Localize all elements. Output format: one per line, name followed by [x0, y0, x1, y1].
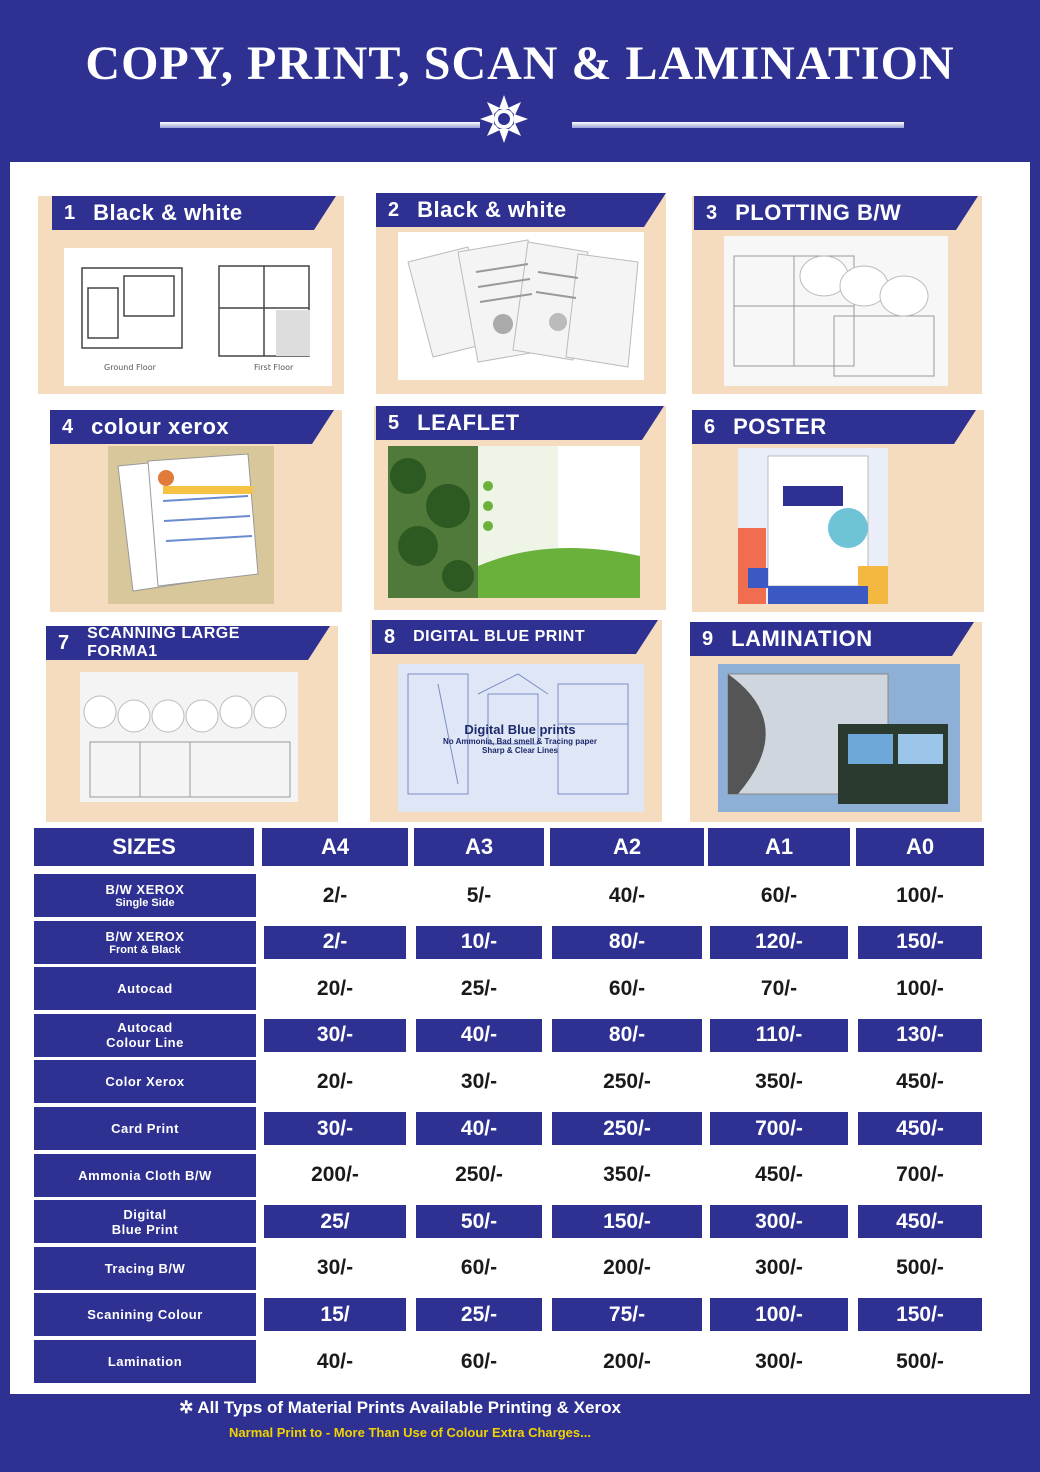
price-cell: 2/-: [264, 926, 406, 959]
service-number: 9: [702, 627, 714, 650]
service-banner: [50, 410, 312, 444]
price-cell: 250/-: [603, 1069, 651, 1093]
sun-bullet-icon: ✲: [179, 1398, 198, 1417]
price-cell: 500/-: [896, 1256, 944, 1280]
price-cell: 40/-: [608, 883, 646, 907]
service-banner: [376, 406, 642, 440]
price-cell: 450/-: [858, 1205, 982, 1238]
price-cell: 200/-: [311, 1163, 359, 1187]
price-cell: 70/-: [760, 976, 798, 1000]
service-number: 6: [704, 415, 716, 438]
service-number: 4: [62, 415, 74, 438]
row-label: [34, 1014, 256, 1057]
price-cell: 20/-: [316, 976, 354, 1000]
price-cell: 130/-: [858, 1019, 982, 1052]
price-cell: 100/-: [896, 976, 944, 1000]
price-cell: 80/-: [552, 926, 702, 959]
column-header: A4: [262, 828, 408, 866]
row-label: [34, 1293, 256, 1336]
row-label: [34, 1200, 256, 1243]
page-title: COPY, PRINT, SCAN & LAMINATION: [85, 37, 955, 90]
footer-note: ✲ All Typs of Material Prints Available Printing & Xerox: [179, 1398, 621, 1417]
price-cell: 150/-: [858, 926, 982, 959]
column-header: A2: [550, 828, 704, 866]
row-label-main: Card Print: [111, 1121, 179, 1136]
price-cell: 60/-: [608, 976, 646, 1000]
price-cell: 40/-: [316, 1349, 354, 1373]
row-label-main: Autocad: [117, 981, 173, 997]
price-cell: 75/-: [552, 1298, 702, 1331]
service-banner: [52, 196, 314, 230]
row-label: [34, 967, 256, 1010]
colour-forms-image: [108, 446, 274, 604]
price-cell: 60/-: [460, 1349, 498, 1373]
service-label: Black & white: [93, 200, 243, 225]
service-label: colour xerox: [91, 414, 230, 439]
column-header: A1: [708, 828, 850, 866]
price-cell: 5/-: [466, 883, 492, 907]
row-label-main: Scanining Colour: [87, 1307, 203, 1323]
service-label: POSTER: [733, 414, 827, 439]
row-label-sub: Front & Black: [109, 943, 181, 956]
row-label: [34, 874, 256, 917]
row-label-main: Autocad: [117, 1020, 173, 1036]
price-cell: 450/-: [896, 1069, 944, 1093]
blueprint-caption: [420, 722, 620, 755]
sun-ornament-icon: [474, 94, 534, 144]
nature-brochure-image: [388, 446, 640, 598]
price-cell: 200/-: [603, 1349, 651, 1373]
row-label-main: B/W XEROX: [105, 882, 185, 897]
price-cell: 2/-: [322, 883, 348, 907]
price-cell: 300/-: [710, 1205, 848, 1238]
row-label-sub: Single Side: [115, 897, 175, 909]
price-cell: 30/-: [460, 1069, 498, 1093]
blueprint-line2: Sharp & Clear Lines: [481, 746, 559, 755]
price-cell: 25/: [264, 1205, 406, 1238]
lamination-sheet-image: [718, 664, 960, 812]
row-label: [34, 921, 256, 964]
price-cell: 250/-: [455, 1163, 503, 1187]
price-cell: 100/-: [896, 883, 944, 907]
service-label: LEAFLET: [417, 410, 520, 435]
price-cell: 80/-: [552, 1019, 702, 1052]
price-cell: 15/: [264, 1298, 406, 1331]
row-label-main: Color Xerox: [105, 1074, 185, 1090]
blueprint-line1: No Ammonia, Bad smell & Tracing paper: [443, 737, 597, 746]
row-label: [34, 1247, 256, 1290]
blueprint-rolls-image: [724, 236, 948, 386]
service-banner: [46, 626, 308, 660]
price-cell: 350/-: [755, 1069, 803, 1093]
price-cell: 110/-: [710, 1019, 848, 1052]
row-label: [34, 1340, 256, 1383]
price-cell: 120/-: [710, 926, 848, 959]
service-number: 5: [388, 411, 400, 434]
column-header: SIZES: [34, 828, 254, 866]
service-banner: [690, 622, 952, 656]
service-label: SCANNING LARGE FORMA1: [87, 625, 240, 660]
price-cell: 60/-: [760, 883, 798, 907]
svg-text:First Floor: First Floor: [254, 363, 294, 372]
price-cell: 30/-: [264, 1112, 406, 1145]
service-label: Black & white: [417, 197, 567, 222]
footer-charges-note: Narmal Print to - More Than Use of Colour Extra Charges...: [229, 1425, 591, 1440]
row-label: [34, 1107, 256, 1150]
title-rule-right: [572, 122, 904, 128]
price-cell: 450/-: [858, 1112, 982, 1145]
price-cell: 150/-: [858, 1298, 982, 1331]
price-cell: 20/-: [316, 1069, 354, 1093]
service-banner: [694, 196, 956, 230]
row-label-main: Digital: [123, 1206, 167, 1222]
price-cell: 300/-: [755, 1256, 803, 1280]
service-label: DIGITAL BLUE PRINT: [413, 628, 586, 645]
service-number: 7: [58, 631, 70, 654]
price-cell: 25/-: [416, 1298, 542, 1331]
price-cell: 100/-: [710, 1298, 848, 1331]
price-cell: 40/-: [416, 1112, 542, 1145]
price-cell: 30/-: [264, 1019, 406, 1052]
column-header: A3: [414, 828, 544, 866]
row-label-sub: Blue Print: [111, 1221, 179, 1237]
price-cell: 50/-: [416, 1205, 542, 1238]
price-cell: 25/-: [460, 976, 498, 1000]
price-cell: 150/-: [552, 1205, 702, 1238]
price-cell: 250/-: [552, 1112, 702, 1145]
welcome-poster-image: [738, 448, 888, 604]
service-number: 8: [384, 625, 396, 648]
service-number: 1: [64, 201, 76, 224]
price-cell: 350/-: [603, 1163, 651, 1187]
floor-plan-image: [64, 248, 332, 386]
price-cell: 40/-: [416, 1019, 542, 1052]
row-label-main: Lamination: [107, 1354, 183, 1369]
service-number: 3: [706, 201, 718, 224]
row-label-main: Tracing B/W: [104, 1260, 186, 1276]
svg-text:Ground Floor: Ground Floor: [104, 363, 156, 372]
column-header: A0: [856, 828, 984, 866]
price-cell: 30/-: [316, 1256, 354, 1280]
price-cell: 700/-: [896, 1163, 944, 1187]
row-label-sub: Colour Line: [106, 1035, 184, 1051]
service-banner: [376, 193, 644, 227]
document-pages-image: [398, 232, 644, 380]
title-rule-left: [160, 122, 480, 128]
price-cell: 60/-: [460, 1256, 498, 1280]
row-label: [34, 1154, 256, 1197]
service-banner: [372, 620, 636, 654]
service-number: 2: [388, 198, 400, 221]
service-label: PLOTTING B/W: [735, 200, 902, 225]
blueprint-title: Digital Blue prints: [464, 722, 576, 737]
price-cell: 500/-: [896, 1349, 944, 1373]
row-label: [34, 1060, 256, 1103]
price-cell: 10/-: [416, 926, 542, 959]
scan-rolls-image: [80, 672, 298, 802]
price-cell: 300/-: [755, 1349, 803, 1373]
row-label-main: B/W XEROX: [105, 928, 185, 944]
price-cell: 450/-: [755, 1163, 803, 1187]
service-label: LAMINATION: [731, 626, 873, 651]
price-cell: 700/-: [710, 1112, 848, 1145]
row-label-main: Ammonia Cloth B/W: [78, 1167, 212, 1183]
price-cell: 200/-: [603, 1256, 651, 1280]
service-banner: [692, 410, 954, 444]
